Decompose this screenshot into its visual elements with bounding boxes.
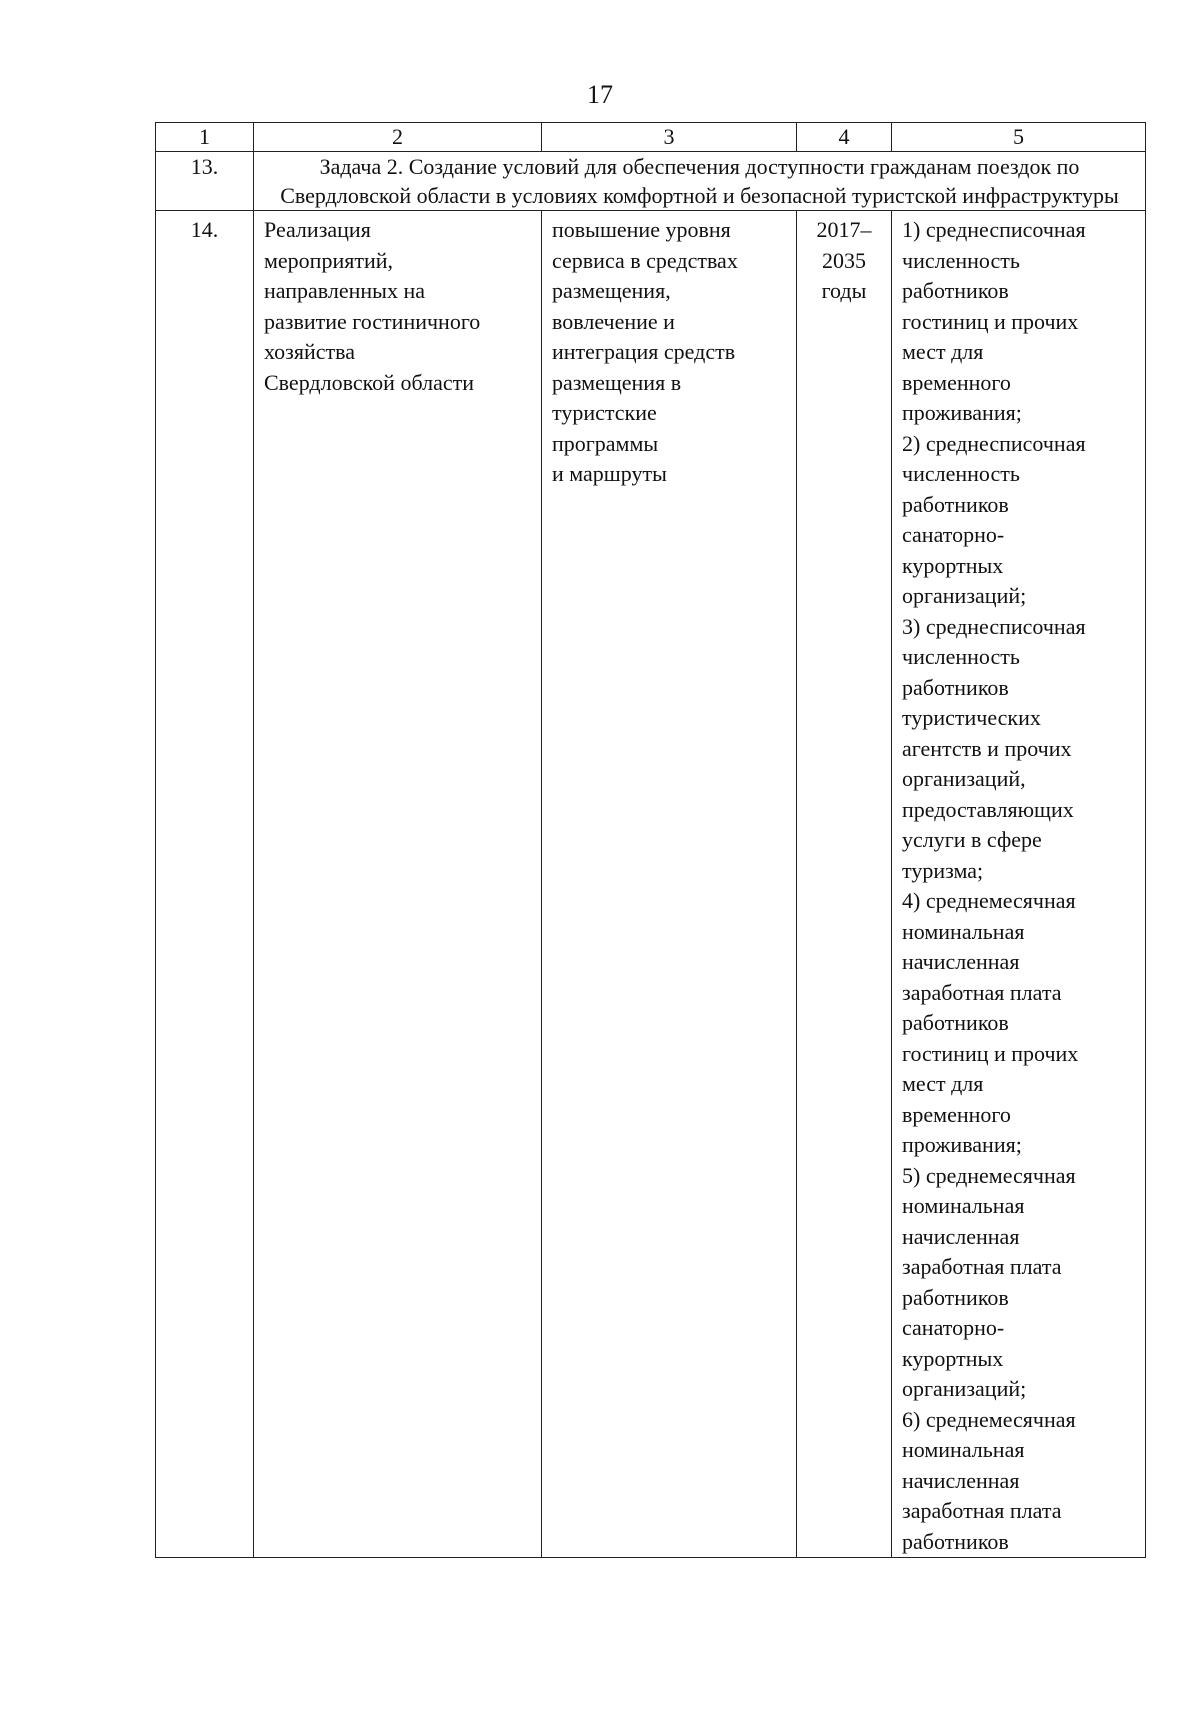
column-number-row (156, 123, 1146, 152)
page-number: 17 (587, 80, 613, 109)
program-table (155, 122, 1146, 1558)
column-number-3: 3 (542, 123, 797, 152)
target-indicators: 1) среднесписочная численность работников гостиниц и прочих мест для временного проживания; 2) среднесписочная численность работников санаторно- курортных организаций; 3) среднесписочная численность работников туристических агентств и прочих организаций, предоставляющих услуги в сфере туризма; 4) среднемесячная номинальная начисленная заработная плата работников гостиниц и прочих мест для временного проживания; 5) среднемесячная номинальная начисленная заработная плата работников санаторно- курортных организаций; 6) среднемесячная номинальная начисленная заработная плата работников (902, 217, 1086, 1554)
measure-name-cell (254, 211, 542, 1558)
indicators-cell (892, 211, 1146, 1558)
row-number: 13. (156, 152, 254, 211)
column-number-4: 4 (797, 123, 892, 152)
task-row (156, 152, 1146, 211)
task-title: Задача 2. Создание условий для обеспечения доступности гражданам поездок по Свердловской области в условиях комфортной и безопасной туристской инфраструктуры (254, 152, 1146, 211)
table-row (156, 211, 1146, 1558)
measure-name: Реализация мероприятий, направленных на развитие гостиничного хозяйства Свердловской области (264, 217, 481, 395)
implementation-period: 2017– 2035 годы (816, 217, 872, 303)
row-number: 14. (156, 211, 254, 1558)
measure-result-cell (542, 211, 797, 1558)
period-cell (797, 211, 892, 1558)
column-number-5: 5 (892, 123, 1146, 152)
column-number-2: 2 (254, 123, 542, 152)
measure-result: повышение уровня сервиса в средствах размещения, вовлечение и интеграция средств размещения в туристские программы и маршруты (552, 217, 738, 486)
column-number-1: 1 (156, 123, 254, 152)
